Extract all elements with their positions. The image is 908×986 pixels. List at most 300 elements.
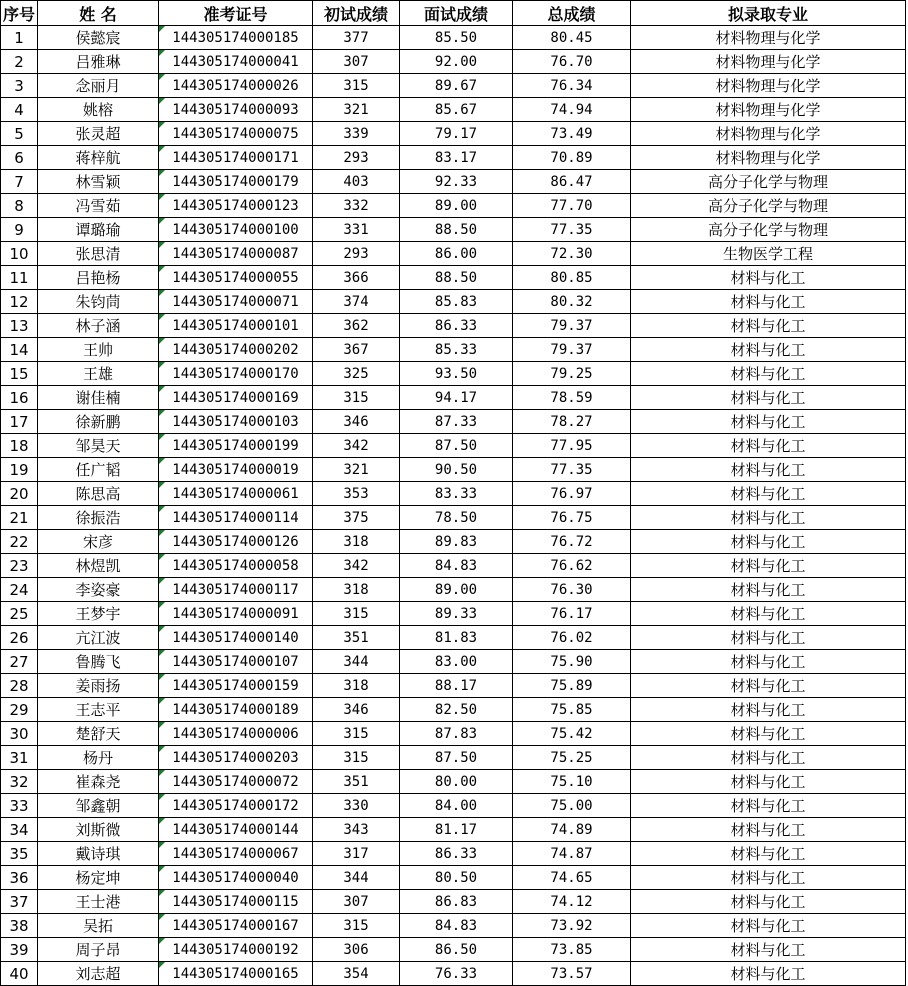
cell-name: 刘志超 — [38, 962, 159, 986]
cell-interview-score: 89.67 — [400, 74, 513, 98]
cell-total-score: 75.00 — [513, 794, 631, 818]
cell-serial: 32 — [1, 770, 38, 794]
cell-serial: 19 — [1, 458, 38, 482]
cell-initial-score: 332 — [313, 194, 400, 218]
cell-serial: 38 — [1, 914, 38, 938]
cell-serial: 5 — [1, 122, 38, 146]
cell-serial: 36 — [1, 866, 38, 890]
cell-interview-score: 84.83 — [400, 914, 513, 938]
cell-total-score: 79.25 — [513, 362, 631, 386]
cell-name: 鲁腾飞 — [38, 650, 159, 674]
cell-exam-id: 144305174000179 — [159, 170, 313, 194]
cell-major: 材料与化工 — [631, 578, 906, 602]
cell-total-score: 75.25 — [513, 746, 631, 770]
table-row — [1, 170, 906, 194]
cell-initial-score: 351 — [313, 626, 400, 650]
cell-name: 王雄 — [38, 362, 159, 386]
cell-exam-id: 144305174000192 — [159, 938, 313, 962]
cell-total-score: 76.97 — [513, 482, 631, 506]
cell-serial: 28 — [1, 674, 38, 698]
cell-serial: 16 — [1, 386, 38, 410]
cell-total-score: 75.89 — [513, 674, 631, 698]
header-total-score: 总成绩 — [513, 1, 631, 26]
cell-major: 材料与化工 — [631, 386, 906, 410]
cell-serial: 1 — [1, 26, 38, 50]
cell-serial: 39 — [1, 938, 38, 962]
cell-initial-score: 331 — [313, 218, 400, 242]
cell-name: 姚榕 — [38, 98, 159, 122]
cell-name: 刘斯微 — [38, 818, 159, 842]
header-interview-score: 面试成绩 — [400, 1, 513, 26]
cell-initial-score: 346 — [313, 410, 400, 434]
cell-interview-score: 79.17 — [400, 122, 513, 146]
table-row — [1, 338, 906, 362]
cell-interview-score: 83.33 — [400, 482, 513, 506]
table-row — [1, 482, 906, 506]
cell-serial: 23 — [1, 554, 38, 578]
cell-exam-id: 144305174000117 — [159, 578, 313, 602]
cell-exam-id: 144305174000061 — [159, 482, 313, 506]
cell-serial: 35 — [1, 842, 38, 866]
cell-interview-score: 87.50 — [400, 434, 513, 458]
cell-serial: 26 — [1, 626, 38, 650]
table-row — [1, 50, 906, 74]
cell-major: 材料与化工 — [631, 698, 906, 722]
cell-initial-score: 307 — [313, 50, 400, 74]
cell-exam-id: 144305174000123 — [159, 194, 313, 218]
cell-initial-score: 344 — [313, 650, 400, 674]
cell-initial-score: 375 — [313, 506, 400, 530]
cell-major: 材料物理与化学 — [631, 50, 906, 74]
cell-serial: 15 — [1, 362, 38, 386]
cell-exam-id: 144305174000171 — [159, 146, 313, 170]
cell-serial: 7 — [1, 170, 38, 194]
cell-interview-score: 87.50 — [400, 746, 513, 770]
cell-name: 蒋梓航 — [38, 146, 159, 170]
cell-exam-id: 144305174000107 — [159, 650, 313, 674]
cell-total-score: 70.89 — [513, 146, 631, 170]
cell-serial: 12 — [1, 290, 38, 314]
cell-major: 材料与化工 — [631, 842, 906, 866]
cell-name: 姜雨扬 — [38, 674, 159, 698]
cell-total-score: 76.75 — [513, 506, 631, 530]
cell-exam-id: 144305174000058 — [159, 554, 313, 578]
cell-exam-id: 144305174000203 — [159, 746, 313, 770]
header-exam-id: 准考证号 — [159, 1, 313, 26]
cell-exam-id: 144305174000170 — [159, 362, 313, 386]
cell-total-score: 73.92 — [513, 914, 631, 938]
table-row — [1, 866, 906, 890]
cell-interview-score: 94.17 — [400, 386, 513, 410]
table-row — [1, 626, 906, 650]
cell-exam-id: 144305174000055 — [159, 266, 313, 290]
cell-name: 戴诗琪 — [38, 842, 159, 866]
cell-exam-id: 144305174000075 — [159, 122, 313, 146]
cell-name: 杨丹 — [38, 746, 159, 770]
cell-name: 任广韬 — [38, 458, 159, 482]
cell-initial-score: 377 — [313, 26, 400, 50]
cell-exam-id: 144305174000165 — [159, 962, 313, 986]
cell-initial-score: 374 — [313, 290, 400, 314]
table-row — [1, 146, 906, 170]
cell-name: 念丽月 — [38, 74, 159, 98]
cell-name: 张思清 — [38, 242, 159, 266]
cell-total-score: 74.87 — [513, 842, 631, 866]
cell-initial-score: 367 — [313, 338, 400, 362]
cell-exam-id: 144305174000100 — [159, 218, 313, 242]
table-row — [1, 842, 906, 866]
cell-major: 材料物理与化学 — [631, 146, 906, 170]
cell-total-score: 73.85 — [513, 938, 631, 962]
cell-exam-id: 144305174000169 — [159, 386, 313, 410]
cell-initial-score: 307 — [313, 890, 400, 914]
table-row — [1, 122, 906, 146]
cell-total-score: 78.59 — [513, 386, 631, 410]
cell-interview-score: 90.50 — [400, 458, 513, 482]
cell-initial-score: 403 — [313, 170, 400, 194]
cell-name: 侯懿宸 — [38, 26, 159, 50]
table-row — [1, 314, 906, 338]
cell-total-score: 74.89 — [513, 818, 631, 842]
cell-name: 林雪颖 — [38, 170, 159, 194]
cell-interview-score: 83.00 — [400, 650, 513, 674]
cell-interview-score: 84.00 — [400, 794, 513, 818]
cell-major: 材料与化工 — [631, 914, 906, 938]
table-row — [1, 74, 906, 98]
cell-name: 谢佳楠 — [38, 386, 159, 410]
cell-major: 材料与化工 — [631, 938, 906, 962]
cell-major: 材料与化工 — [631, 362, 906, 386]
cell-initial-score: 344 — [313, 866, 400, 890]
cell-name: 冯雪茹 — [38, 194, 159, 218]
cell-total-score: 75.90 — [513, 650, 631, 674]
cell-initial-score: 315 — [313, 746, 400, 770]
cell-initial-score: 315 — [313, 602, 400, 626]
cell-serial: 13 — [1, 314, 38, 338]
cell-initial-score: 293 — [313, 242, 400, 266]
cell-name: 王梦宇 — [38, 602, 159, 626]
cell-serial: 3 — [1, 74, 38, 98]
cell-total-score: 79.37 — [513, 338, 631, 362]
cell-name: 吕雅琳 — [38, 50, 159, 74]
cell-major: 材料物理与化学 — [631, 122, 906, 146]
cell-initial-score: 366 — [313, 266, 400, 290]
cell-exam-id: 144305174000072 — [159, 770, 313, 794]
cell-name: 李姿豪 — [38, 578, 159, 602]
cell-serial: 2 — [1, 50, 38, 74]
table-row — [1, 794, 906, 818]
cell-name: 周子昂 — [38, 938, 159, 962]
cell-name: 吕艳杨 — [38, 266, 159, 290]
cell-serial: 22 — [1, 530, 38, 554]
header-initial-score: 初试成绩 — [313, 1, 400, 26]
cell-total-score: 75.42 — [513, 722, 631, 746]
cell-interview-score: 84.83 — [400, 554, 513, 578]
cell-total-score: 76.02 — [513, 626, 631, 650]
table-row — [1, 194, 906, 218]
cell-initial-score: 315 — [313, 74, 400, 98]
cell-total-score: 78.27 — [513, 410, 631, 434]
cell-exam-id: 144305174000159 — [159, 674, 313, 698]
cell-total-score: 80.32 — [513, 290, 631, 314]
cell-serial: 17 — [1, 410, 38, 434]
cell-name: 楚舒天 — [38, 722, 159, 746]
cell-serial: 11 — [1, 266, 38, 290]
table-row — [1, 530, 906, 554]
cell-exam-id: 144305174000040 — [159, 866, 313, 890]
cell-exam-id: 144305174000189 — [159, 698, 313, 722]
cell-initial-score: 353 — [313, 482, 400, 506]
table-row — [1, 698, 906, 722]
cell-total-score: 74.12 — [513, 890, 631, 914]
cell-name: 杨定坤 — [38, 866, 159, 890]
table-row — [1, 362, 906, 386]
cell-total-score: 77.35 — [513, 218, 631, 242]
cell-initial-score: 315 — [313, 386, 400, 410]
cell-interview-score: 86.50 — [400, 938, 513, 962]
cell-major: 材料与化工 — [631, 674, 906, 698]
cell-major: 材料与化工 — [631, 722, 906, 746]
cell-interview-score: 85.83 — [400, 290, 513, 314]
cell-interview-score: 88.17 — [400, 674, 513, 698]
cell-major: 材料与化工 — [631, 506, 906, 530]
cell-interview-score: 80.00 — [400, 770, 513, 794]
table-row — [1, 26, 906, 50]
cell-initial-score: 342 — [313, 434, 400, 458]
cell-total-score: 75.85 — [513, 698, 631, 722]
cell-exam-id: 144305174000041 — [159, 50, 313, 74]
cell-initial-score: 339 — [313, 122, 400, 146]
cell-major: 材料与化工 — [631, 434, 906, 458]
cell-interview-score: 86.33 — [400, 842, 513, 866]
cell-initial-score: 354 — [313, 962, 400, 986]
cell-exam-id: 144305174000067 — [159, 842, 313, 866]
header-serial: 序号 — [1, 1, 38, 26]
cell-serial: 31 — [1, 746, 38, 770]
cell-total-score: 80.85 — [513, 266, 631, 290]
cell-interview-score: 86.00 — [400, 242, 513, 266]
cell-total-score: 73.57 — [513, 962, 631, 986]
cell-major: 材料与化工 — [631, 890, 906, 914]
cell-serial: 37 — [1, 890, 38, 914]
cell-exam-id: 144305174000091 — [159, 602, 313, 626]
cell-initial-score: 321 — [313, 458, 400, 482]
cell-exam-id: 144305174000144 — [159, 818, 313, 842]
cell-name: 王帅 — [38, 338, 159, 362]
cell-serial: 29 — [1, 698, 38, 722]
cell-total-score: 75.10 — [513, 770, 631, 794]
cell-initial-score: 343 — [313, 818, 400, 842]
cell-exam-id: 144305174000071 — [159, 290, 313, 314]
cell-serial: 24 — [1, 578, 38, 602]
table-row — [1, 242, 906, 266]
cell-interview-score: 85.50 — [400, 26, 513, 50]
table-row — [1, 914, 906, 938]
cell-initial-score: 315 — [313, 914, 400, 938]
cell-exam-id: 144305174000114 — [159, 506, 313, 530]
cell-major: 材料与化工 — [631, 770, 906, 794]
cell-exam-id: 144305174000126 — [159, 530, 313, 554]
cell-interview-score: 85.33 — [400, 338, 513, 362]
cell-exam-id: 144305174000101 — [159, 314, 313, 338]
cell-interview-score: 76.33 — [400, 962, 513, 986]
cell-major: 材料与化工 — [631, 458, 906, 482]
table-row — [1, 506, 906, 530]
cell-name: 王士港 — [38, 890, 159, 914]
table-row — [1, 674, 906, 698]
cell-interview-score: 92.33 — [400, 170, 513, 194]
cell-interview-score: 81.17 — [400, 818, 513, 842]
cell-interview-score: 83.17 — [400, 146, 513, 170]
cell-major: 材料物理与化学 — [631, 74, 906, 98]
cell-total-score: 74.65 — [513, 866, 631, 890]
cell-interview-score: 88.50 — [400, 266, 513, 290]
cell-interview-score: 86.33 — [400, 314, 513, 338]
cell-total-score: 76.70 — [513, 50, 631, 74]
table-row — [1, 386, 906, 410]
cell-exam-id: 144305174000185 — [159, 26, 313, 50]
cell-total-score: 80.45 — [513, 26, 631, 50]
header-major: 拟录取专业 — [631, 1, 906, 26]
cell-total-score: 76.30 — [513, 578, 631, 602]
cell-exam-id: 144305174000087 — [159, 242, 313, 266]
table-row — [1, 266, 906, 290]
cell-total-score: 86.47 — [513, 170, 631, 194]
cell-serial: 14 — [1, 338, 38, 362]
cell-major: 材料与化工 — [631, 530, 906, 554]
cell-serial: 8 — [1, 194, 38, 218]
cell-initial-score: 325 — [313, 362, 400, 386]
cell-total-score: 77.70 — [513, 194, 631, 218]
cell-major: 材料与化工 — [631, 314, 906, 338]
header-row — [1, 1, 906, 26]
cell-serial: 30 — [1, 722, 38, 746]
cell-major: 材料与化工 — [631, 290, 906, 314]
cell-serial: 6 — [1, 146, 38, 170]
cell-name: 林子涵 — [38, 314, 159, 338]
cell-name: 张灵超 — [38, 122, 159, 146]
table-row — [1, 98, 906, 122]
cell-serial: 10 — [1, 242, 38, 266]
cell-serial: 34 — [1, 818, 38, 842]
cell-initial-score: 321 — [313, 98, 400, 122]
header-name: 姓 名 — [38, 1, 159, 26]
cell-total-score: 74.94 — [513, 98, 631, 122]
table-row — [1, 458, 906, 482]
cell-initial-score: 293 — [313, 146, 400, 170]
table-row — [1, 890, 906, 914]
cell-total-score: 79.37 — [513, 314, 631, 338]
cell-major: 材料与化工 — [631, 338, 906, 362]
cell-serial: 27 — [1, 650, 38, 674]
table-row — [1, 578, 906, 602]
cell-initial-score: 362 — [313, 314, 400, 338]
cell-interview-score: 89.33 — [400, 602, 513, 626]
cell-name: 邹鑫朝 — [38, 794, 159, 818]
cell-interview-score: 80.50 — [400, 866, 513, 890]
cell-serial: 33 — [1, 794, 38, 818]
cell-total-score: 76.34 — [513, 74, 631, 98]
cell-serial: 18 — [1, 434, 38, 458]
cell-initial-score: 315 — [313, 722, 400, 746]
table-row — [1, 938, 906, 962]
cell-major: 材料与化工 — [631, 410, 906, 434]
cell-exam-id: 144305174000026 — [159, 74, 313, 98]
cell-major: 材料与化工 — [631, 554, 906, 578]
cell-name: 王志平 — [38, 698, 159, 722]
table-row — [1, 650, 906, 674]
cell-initial-score: 318 — [313, 674, 400, 698]
cell-serial: 25 — [1, 602, 38, 626]
cell-exam-id: 144305174000103 — [159, 410, 313, 434]
cell-major: 材料与化工 — [631, 794, 906, 818]
cell-name: 朱钧茼 — [38, 290, 159, 314]
cell-exam-id: 144305174000140 — [159, 626, 313, 650]
cell-initial-score: 306 — [313, 938, 400, 962]
cell-initial-score: 318 — [313, 578, 400, 602]
cell-interview-score: 87.33 — [400, 410, 513, 434]
cell-initial-score: 342 — [313, 554, 400, 578]
cell-major: 材料与化工 — [631, 818, 906, 842]
table-row — [1, 602, 906, 626]
cell-total-score: 76.62 — [513, 554, 631, 578]
cell-initial-score: 346 — [313, 698, 400, 722]
cell-exam-id: 144305174000115 — [159, 890, 313, 914]
cell-major: 材料与化工 — [631, 650, 906, 674]
cell-exam-id: 144305174000167 — [159, 914, 313, 938]
cell-interview-score: 87.83 — [400, 722, 513, 746]
cell-major: 材料与化工 — [631, 746, 906, 770]
cell-name: 徐新鹏 — [38, 410, 159, 434]
cell-name: 林煜凯 — [38, 554, 159, 578]
cell-interview-score: 89.83 — [400, 530, 513, 554]
cell-serial: 20 — [1, 482, 38, 506]
cell-exam-id: 144305174000093 — [159, 98, 313, 122]
cell-name: 宋彦 — [38, 530, 159, 554]
table-row — [1, 410, 906, 434]
cell-major: 材料物理与化学 — [631, 98, 906, 122]
cell-initial-score: 351 — [313, 770, 400, 794]
table-row — [1, 722, 906, 746]
table-row — [1, 770, 906, 794]
cell-major: 材料物理与化学 — [631, 26, 906, 50]
cell-exam-id: 144305174000006 — [159, 722, 313, 746]
table-row — [1, 554, 906, 578]
table-row — [1, 962, 906, 986]
cell-total-score: 73.49 — [513, 122, 631, 146]
cell-interview-score: 82.50 — [400, 698, 513, 722]
cell-major: 生物医学工程 — [631, 242, 906, 266]
cell-exam-id: 144305174000202 — [159, 338, 313, 362]
cell-exam-id: 144305174000019 — [159, 458, 313, 482]
cell-initial-score: 330 — [313, 794, 400, 818]
cell-major: 高分子化学与物理 — [631, 170, 906, 194]
cell-exam-id: 144305174000172 — [159, 794, 313, 818]
cell-interview-score: 92.00 — [400, 50, 513, 74]
table-row — [1, 218, 906, 242]
cell-total-score: 77.95 — [513, 434, 631, 458]
cell-total-score: 77.35 — [513, 458, 631, 482]
cell-major: 材料与化工 — [631, 266, 906, 290]
table-body — [1, 26, 906, 986]
cell-serial: 9 — [1, 218, 38, 242]
cell-serial: 21 — [1, 506, 38, 530]
cell-major: 材料与化工 — [631, 962, 906, 986]
cell-interview-score: 89.00 — [400, 194, 513, 218]
cell-interview-score: 93.50 — [400, 362, 513, 386]
cell-major: 材料与化工 — [631, 602, 906, 626]
cell-name: 亢江波 — [38, 626, 159, 650]
